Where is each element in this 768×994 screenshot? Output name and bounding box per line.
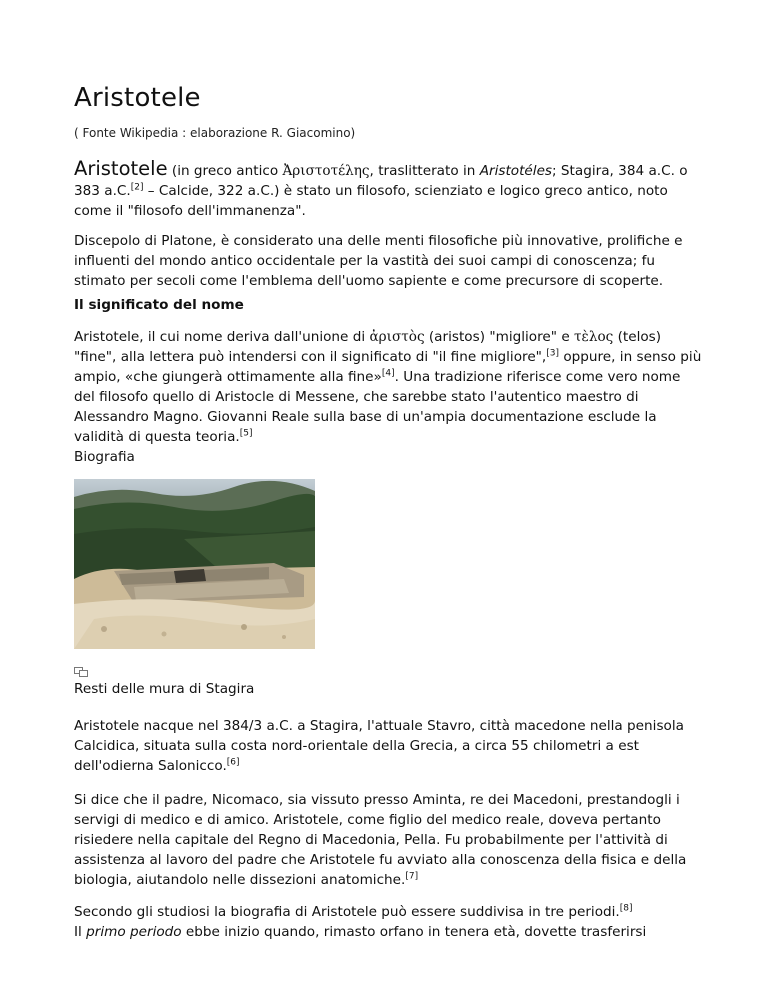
paragraph-text: (aristos) "migliore" e	[424, 329, 575, 345]
reference-link[interactable]: [8]	[619, 903, 633, 914]
reference-link[interactable]: [4]	[381, 368, 395, 379]
paragraph-text: (telos) "fine", alla lettera può intendersi con il significato di "il fine migliore",	[74, 329, 662, 365]
greek-word: τὲλος	[574, 329, 614, 345]
intro-text: – Calcide, 322 a.C.) è stato un filosofo, scienziato e logico greco antico, noto come il "filosofo dell'immanenza".	[74, 183, 668, 219]
paragraph-text: Secondo gli studiosi la biografia di Aristotele può essere suddivisa in tre periodi.	[74, 904, 620, 920]
reference-link[interactable]: [3]	[546, 348, 559, 359]
page-title: Aristotele	[74, 83, 201, 113]
greek-name: Ἀριστοτέλης	[282, 163, 370, 179]
transliteration: Aristotéles	[479, 163, 553, 179]
source-note: ( Fonte Wikipedia : elaborazione R. Giacomino)	[74, 126, 356, 140]
paragraph-text: oppure, in senso più ampio, «che giungerà ottimamente alla fine»	[74, 349, 702, 385]
paragraph-text: Si dice che il padre, Nicomaco, sia vissuto presso Aminta, re dei Macedoni, prestandogli i servigi di medico e di amico. Aristotele, come figlio del medico reale, doveva pertanto risiedere nella capitale del Regno di Macedonia, Pella. Fu probabilmente per l'attività di assistenza al lavoro del padre che Aristotele fu avviato alla conoscenza della fisica e della biologia, aiutandolo nelle dissezioni anatomiche.	[74, 792, 687, 888]
image-caption: Resti delle mura di Stagira	[74, 681, 255, 697]
paragraph	[74, 790, 704, 890]
reference-link[interactable]: [6]	[226, 757, 240, 768]
reference-link[interactable]: [7]	[405, 871, 419, 882]
enlarge-icon[interactable]	[74, 662, 88, 681]
paragraph-text: Aristotele, il cui nome deriva dall'unione di	[74, 329, 370, 345]
stagira-walls-photo	[74, 479, 315, 649]
paragraph	[74, 716, 704, 776]
section-heading: Biografia	[74, 449, 135, 465]
intro-text: ; Stagira, 384 a.C. o 383 a.C.	[74, 163, 688, 199]
paragraph	[74, 327, 704, 447]
emphasis: primo periodo	[86, 924, 182, 940]
paragraph-text: Il	[74, 924, 87, 940]
greek-word: ἀριστὸς	[369, 329, 425, 345]
reference-link[interactable]: [5]	[239, 428, 253, 439]
paragraph-text: ebbe inizio quando, rimasto orfano in tenera età, dovette trasferirsi	[181, 924, 647, 940]
paragraph: Discepolo di Platone, è considerato una delle menti filosofiche più innovative, prolifiche e influenti del mondo antico occidentale per la vastità dei suoi campi di conoscenza; fu stimato per secoli come l'emblema dell'uomo sapiente e come precursore di scoperte.	[74, 233, 683, 289]
paragraph	[74, 902, 704, 942]
intro-paragraph	[74, 159, 704, 221]
intro-lead: Aristotele	[74, 157, 168, 180]
paragraph-text: . Una tradizione riferisce come vero nome del filosofo quello di Aristocle di Messene, che sarebbe stato l'autentico maestro di Alessandro Magno. Giovanni Reale sulla base di un'ampia documentazione esclude la validità di questa teoria.	[74, 369, 681, 445]
reference-link[interactable]: [2]	[130, 182, 144, 193]
paragraph-text: Aristotele nacque nel 384/3 a.C. a Stagira, l'attuale Stavro, città macedone nella penisola Calcidica, situata sulla costa nord-orientale della Grecia, a circa 55 chilometri a est dell'odierna Salonicco.	[74, 718, 684, 774]
section-heading: Il significato del nome	[74, 297, 244, 313]
intro-text: (in greco antico	[167, 163, 283, 179]
intro-text: , traslitterato in	[369, 163, 480, 179]
